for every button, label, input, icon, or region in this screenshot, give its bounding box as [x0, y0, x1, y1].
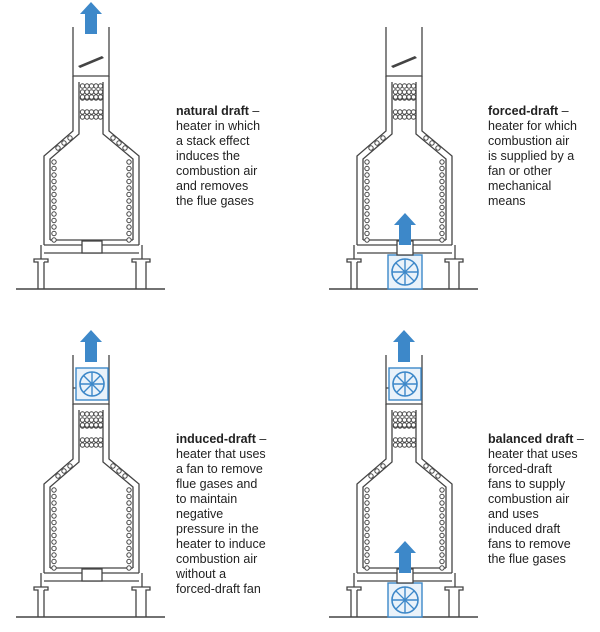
shock-tube: [111, 136, 115, 140]
shock-tube: [56, 474, 60, 478]
radiant-tube: [440, 186, 444, 190]
radiant-tube: [52, 173, 56, 177]
support-leg-left: [34, 587, 48, 617]
radiant-tube: [365, 166, 369, 170]
radiant-tube: [127, 186, 131, 190]
induced-fan: [76, 368, 108, 400]
convection-tube: [80, 443, 84, 447]
radiant-tube: [440, 553, 444, 557]
convection-tube: [393, 423, 397, 427]
radiant-tube: [440, 231, 444, 235]
outer-wall-left: [44, 404, 73, 573]
convection-tube: [402, 443, 406, 447]
convection-tube: [393, 438, 397, 442]
radiant-tube: [127, 520, 131, 524]
radiant-tube: [365, 566, 369, 570]
convection-tube: [98, 438, 102, 442]
convection-tube: [94, 412, 98, 416]
radiant-tube: [440, 566, 444, 570]
convection-tube: [85, 418, 89, 422]
radiant-tube: [52, 186, 56, 190]
radiant-tube: [52, 546, 56, 550]
radiant-tube: [440, 533, 444, 537]
convection-tube: [407, 418, 411, 422]
convection-tube: [89, 95, 93, 99]
shock-tube: [62, 469, 66, 473]
convection-tube: [411, 84, 415, 88]
radiant-tube: [365, 212, 369, 216]
convection-tube: [80, 418, 84, 422]
radiant-tube: [440, 527, 444, 531]
convection-tube: [393, 115, 397, 119]
shock-tube: [62, 141, 66, 145]
convection-tube: [98, 423, 102, 427]
shock-tube: [369, 146, 373, 150]
convection-tube: [398, 438, 402, 442]
radiant-tube: [52, 166, 56, 170]
burner-box: [82, 569, 102, 581]
radiant-tube: [127, 166, 131, 170]
radiant-tube: [127, 192, 131, 196]
radiant-tube: [440, 225, 444, 229]
convection-tube: [393, 90, 397, 94]
radiant-tube: [365, 520, 369, 524]
radiant-tube: [127, 179, 131, 183]
convection-tube: [393, 418, 397, 422]
convection-tube: [402, 90, 406, 94]
radiant-tube: [52, 566, 56, 570]
convection-tube: [89, 443, 93, 447]
convection-tube: [89, 90, 93, 94]
radiant-tube: [365, 533, 369, 537]
radiant-tube: [365, 231, 369, 235]
convection-tube: [402, 412, 406, 416]
convection-tube: [402, 110, 406, 114]
radiant-tube: [440, 192, 444, 196]
shock-tube: [436, 146, 440, 150]
radiant-tube: [440, 488, 444, 492]
convection-tube: [407, 423, 411, 427]
radiant-tube: [440, 501, 444, 505]
induced-fan: [389, 368, 421, 400]
convection-tube: [89, 84, 93, 88]
convection-tube: [85, 423, 89, 427]
radiant-tube: [127, 173, 131, 177]
radiant-tube: [365, 488, 369, 492]
radiant-tube: [52, 225, 56, 229]
convection-tube: [85, 412, 89, 416]
radiant-tube: [127, 238, 131, 242]
exhaust-arrow: [80, 330, 102, 362]
convection-tube: [89, 423, 93, 427]
radiant-tube: [127, 218, 131, 222]
heater-balanced: [329, 330, 478, 617]
convection-tube: [398, 110, 402, 114]
radiant-tube: [440, 212, 444, 216]
convection-tube: [407, 443, 411, 447]
convection-tube: [393, 84, 397, 88]
convection-tube: [80, 412, 84, 416]
shock-tube: [436, 474, 440, 478]
radiant-tube: [52, 540, 56, 544]
caption-forced-draft: [488, 89, 577, 209]
convection-tube: [85, 90, 89, 94]
convection-tube: [402, 84, 406, 88]
shock-tube: [375, 141, 379, 145]
radiant-tube: [52, 514, 56, 518]
outer-wall-right: [422, 404, 452, 573]
radiant-tube: [365, 494, 369, 498]
radiant-tube: [127, 566, 131, 570]
shock-tube: [375, 469, 379, 473]
radiant-tube: [127, 205, 131, 209]
convection-tube: [94, 115, 98, 119]
convection-tube: [398, 412, 402, 416]
caption-induced-draft: [176, 417, 266, 597]
description-induced-draft: heater that uses a fan to remove flue gases and to maintain negative pressure in the heater to induce combustion air without a forced-draft fan: [176, 447, 266, 596]
radiant-tube: [52, 559, 56, 563]
shock-tube: [424, 136, 428, 140]
radiant-tube: [365, 507, 369, 511]
convection-tube: [98, 418, 102, 422]
radiant-tube: [440, 179, 444, 183]
radiant-tube: [127, 514, 131, 518]
convection-tube: [407, 438, 411, 442]
radiant-tube: [52, 218, 56, 222]
convection-tube: [98, 90, 102, 94]
radiant-tube: [127, 231, 131, 235]
radiant-tube: [52, 533, 56, 537]
radiant-tube: [365, 514, 369, 518]
radiant-tube: [365, 501, 369, 505]
convection-tube: [398, 84, 402, 88]
radiant-tube: [52, 520, 56, 524]
radiant-tube: [127, 533, 131, 537]
radiant-tube: [127, 559, 131, 563]
convection-tube: [85, 84, 89, 88]
forced-fan: [388, 583, 422, 617]
radiant-tube: [365, 559, 369, 563]
radiant-tube: [365, 546, 369, 550]
radiant-tube: [440, 559, 444, 563]
shock-tube: [123, 474, 127, 478]
shock-tube: [381, 464, 385, 468]
burner-box: [82, 241, 102, 253]
shock-tube: [430, 141, 434, 145]
radiant-tube: [127, 160, 131, 164]
radiant-tube: [52, 231, 56, 235]
convection-tube: [94, 110, 98, 114]
convection-tube: [85, 115, 89, 119]
radiant-tube: [127, 225, 131, 229]
stack: [73, 27, 109, 76]
term-forced-draft: forced-draft: [488, 104, 559, 118]
convection-tube: [98, 412, 102, 416]
dash: –: [558, 104, 569, 118]
convection-tube: [393, 412, 397, 416]
radiant-tube: [52, 494, 56, 498]
convection-tube: [94, 443, 98, 447]
radiant-tube: [127, 553, 131, 557]
radiant-tube: [440, 166, 444, 170]
convection-tube: [98, 110, 102, 114]
radiant-tube: [365, 540, 369, 544]
support-leg-right: [132, 259, 150, 289]
convection-tube: [411, 412, 415, 416]
convection-tube: [98, 115, 102, 119]
convection-tube: [89, 438, 93, 442]
radiant-tube: [440, 160, 444, 164]
radiant-tube: [127, 212, 131, 216]
radiant-tube: [365, 225, 369, 229]
convection-tube: [94, 418, 98, 422]
convection-tube: [411, 90, 415, 94]
convection-tube: [80, 110, 84, 114]
radiant-tube: [440, 494, 444, 498]
convection-tube: [402, 115, 406, 119]
radiant-tube: [127, 494, 131, 498]
radiant-tube: [127, 199, 131, 203]
dash: –: [248, 104, 260, 118]
description-natural-draft: heater in which a stack effect induces the combustion air and removes the flue gases: [176, 119, 261, 208]
convection-tube: [89, 418, 93, 422]
convection-tube: [89, 412, 93, 416]
term-natural-draft: natural draft: [176, 104, 249, 118]
radiant-tube: [440, 546, 444, 550]
support-leg-left: [347, 259, 361, 289]
radiant-tube: [440, 540, 444, 544]
dash: –: [255, 432, 267, 446]
shock-tube: [117, 469, 121, 473]
heater-induced: [16, 330, 165, 617]
stack: [386, 27, 422, 76]
radiant-tube: [127, 488, 131, 492]
forced-fan: [388, 255, 422, 289]
description-forced-draft: heater for which combustion air is supplied by a fan or other mechanical means: [488, 119, 577, 208]
radiant-tube: [365, 527, 369, 531]
caption-natural-draft: [176, 89, 260, 209]
convection-tube: [85, 443, 89, 447]
radiant-tube: [440, 199, 444, 203]
radiant-tube: [365, 160, 369, 164]
convection-tube: [407, 115, 411, 119]
radiant-tube: [127, 507, 131, 511]
convection-tube: [407, 110, 411, 114]
radiant-tube: [52, 553, 56, 557]
support-leg-right: [132, 587, 150, 617]
radiant-tube: [52, 205, 56, 209]
convection-tube: [407, 412, 411, 416]
convection-tube: [94, 90, 98, 94]
convection-tube: [411, 115, 415, 119]
convection-tube: [398, 115, 402, 119]
convection-tube: [411, 110, 415, 114]
convection-tube: [398, 90, 402, 94]
heater-natural: [16, 2, 165, 289]
convection-tube: [85, 438, 89, 442]
radiant-tube: [127, 501, 131, 505]
outer-wall-right: [422, 76, 452, 245]
outer-wall-left: [44, 76, 73, 245]
shock-tube: [68, 464, 72, 468]
convection-tube: [398, 423, 402, 427]
exhaust-arrow: [393, 330, 415, 362]
convection-tube: [89, 115, 93, 119]
exhaust-arrow: [80, 2, 102, 34]
convection-tube: [407, 95, 411, 99]
radiant-tube: [52, 212, 56, 216]
radiant-tube: [52, 160, 56, 164]
outer-wall-left: [357, 76, 386, 245]
shock-tube: [123, 146, 127, 150]
damper: [78, 56, 104, 68]
support-leg-right: [445, 259, 463, 289]
radiant-tube: [365, 218, 369, 222]
radiant-tube: [365, 199, 369, 203]
radiant-tube: [365, 553, 369, 557]
radiant-tube: [440, 218, 444, 222]
convection-tube: [411, 423, 415, 427]
convection-tube: [411, 418, 415, 422]
convection-tube: [80, 90, 84, 94]
radiant-tube: [52, 179, 56, 183]
term-balanced-draft: balanced draft: [488, 432, 574, 446]
shock-tube: [369, 474, 373, 478]
radiant-tube: [440, 520, 444, 524]
description-balanced-draft: heater that uses forced-draft fans to supply combustion air and uses induced draft fans to remove the flue gases: [488, 447, 578, 566]
outer-wall-right: [109, 404, 139, 573]
convection-tube: [393, 443, 397, 447]
convection-tube: [80, 95, 84, 99]
shock-tube: [381, 136, 385, 140]
radiant-tube: [365, 179, 369, 183]
radiant-tube: [52, 192, 56, 196]
convection-tube: [80, 438, 84, 442]
radiant-tube: [52, 488, 56, 492]
convection-tube: [411, 443, 415, 447]
radiant-tube: [52, 527, 56, 531]
radiant-tube: [365, 238, 369, 242]
radiant-tube: [52, 199, 56, 203]
heater-forced: [329, 27, 478, 289]
convection-tube: [98, 84, 102, 88]
shock-tube: [117, 141, 121, 145]
outer-wall-right: [109, 76, 139, 245]
radiant-tube: [52, 238, 56, 242]
radiant-tube: [440, 514, 444, 518]
convection-tube: [411, 438, 415, 442]
convection-tube: [80, 423, 84, 427]
convection-tube: [85, 110, 89, 114]
radiant-tube: [440, 205, 444, 209]
dash: –: [573, 432, 584, 446]
radiant-tube: [365, 173, 369, 177]
radiant-tube: [440, 173, 444, 177]
shock-tube: [111, 464, 115, 468]
radiant-tube: [127, 546, 131, 550]
convection-tube: [402, 418, 406, 422]
radiant-tube: [365, 186, 369, 190]
convection-tube: [411, 95, 415, 99]
shock-tube: [56, 146, 60, 150]
radiant-tube: [365, 205, 369, 209]
radiant-tube: [440, 507, 444, 511]
convection-tube: [398, 418, 402, 422]
term-induced-draft: induced-draft: [176, 432, 256, 446]
radiant-tube: [127, 540, 131, 544]
outer-wall-left: [357, 404, 386, 573]
convection-tube: [407, 90, 411, 94]
convection-tube: [402, 438, 406, 442]
convection-tube: [89, 110, 93, 114]
convection-tube: [398, 443, 402, 447]
convection-tube: [393, 110, 397, 114]
support-leg-left: [34, 259, 48, 289]
convection-tube: [94, 438, 98, 442]
radiant-tube: [52, 501, 56, 505]
damper: [391, 56, 417, 68]
convection-tube: [402, 95, 406, 99]
convection-tube: [398, 95, 402, 99]
radiant-tube: [52, 507, 56, 511]
convection-tube: [94, 95, 98, 99]
support-leg-right: [445, 587, 463, 617]
shock-tube: [430, 469, 434, 473]
radiant-tube: [127, 527, 131, 531]
radiant-tube: [440, 238, 444, 242]
convection-tube: [80, 84, 84, 88]
convection-tube: [393, 95, 397, 99]
convection-tube: [98, 443, 102, 447]
convection-tube: [94, 423, 98, 427]
convection-tube: [98, 95, 102, 99]
shock-tube: [68, 136, 72, 140]
convection-tube: [80, 115, 84, 119]
convection-tube: [94, 84, 98, 88]
caption-balanced-draft: [488, 417, 584, 567]
support-leg-left: [347, 587, 361, 617]
radiant-tube: [365, 192, 369, 196]
convection-tube: [402, 423, 406, 427]
convection-tube: [85, 95, 89, 99]
shock-tube: [424, 464, 428, 468]
convection-tube: [407, 84, 411, 88]
